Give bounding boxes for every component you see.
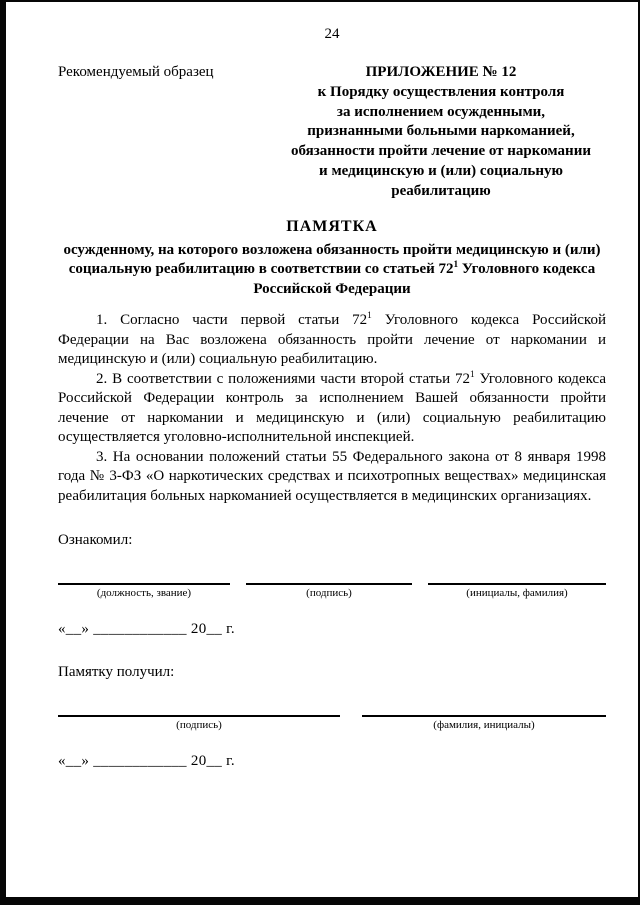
appendix-line: за исполнением осужденными, xyxy=(336,103,546,120)
paragraph-2 xyxy=(58,370,606,448)
memo-subtitle xyxy=(58,241,606,300)
superscript: 1 xyxy=(453,260,459,271)
superscript: 1 xyxy=(470,369,475,380)
memo-title: ПАМЯТКА xyxy=(286,217,378,235)
body-text xyxy=(58,311,606,506)
paragraph-text: 1. Согласно части первой статьи 72 xyxy=(96,312,368,329)
signature-field-position xyxy=(58,583,230,599)
appendix-line: к Порядку осуществления контроля xyxy=(317,83,565,100)
paragraph-text: Уголовного кодекса Российской Федерации контроль за исполнением Вашей обязанности пройти лечение от наркомании и медицинскую и (или) социальную реабилитацию осуществляется уголовно-исполнительной инспекцией. xyxy=(58,370,606,446)
superscript: 1 xyxy=(367,311,372,322)
paragraph-1 xyxy=(58,311,606,370)
paragraph-text: Уголовного кодекса Российской Федерации на Вас возложена обязанность пройти лечение от наркомании и медицинскую и (или) социальную реабилитацию. xyxy=(58,312,606,368)
appendix-line: и медицинскую и (или) социальную xyxy=(319,162,563,179)
signature-caption: (инициалы, фамилия) xyxy=(466,587,568,600)
recommended-sample-label: Рекомендуемый образец xyxy=(58,64,214,80)
signature-row-1 xyxy=(58,583,606,599)
signature-caption: (должность, звание) xyxy=(96,587,192,600)
signature-caption: (подпись) xyxy=(306,587,352,600)
memo-subtitle-text: Уголовного кодекса Российской Федерации xyxy=(253,261,596,297)
appendix-line: обязанности пройти лечение от наркомании xyxy=(291,143,591,160)
date-line-1: «__» ____________ 20__ г. xyxy=(58,621,235,638)
paragraph-text: 2. В соответствии с положениями части второй статьи 72 xyxy=(96,370,471,387)
signature-field-signature xyxy=(246,583,412,599)
signature-field-signature xyxy=(58,715,340,731)
header-row xyxy=(58,63,606,202)
acknowledged-label: Ознакомил: xyxy=(58,532,133,549)
signature-caption: (фамилия, инициалы) xyxy=(433,719,535,732)
appendix-line: признанными больными наркоманией, xyxy=(307,123,575,140)
paragraph-3 xyxy=(58,448,606,507)
appendix-line: реабилитацию xyxy=(391,182,491,199)
page-number: 24 xyxy=(324,26,340,42)
appendix-title: ПРИЛОЖЕНИЕ № 12 xyxy=(365,64,517,80)
appendix-block xyxy=(276,63,606,202)
paragraph-text: 3. На основании положений статьи 55 Федерального закона от 8 января 1998 года № 3-ФЗ «О наркотических средствах и психотропных веществах» медицинская реабилитация больных наркоманией осуществляется в медицинских организациях. xyxy=(58,448,606,504)
memo-subtitle-text: осужденному, на которого возложена обязанность пройти медицинскую и (или) социальную реабилитацию в соответствии со статьей 72 xyxy=(63,241,601,278)
signature-row-2 xyxy=(58,715,606,731)
signature-caption: (подпись) xyxy=(176,719,222,732)
received-label: Памятку получил: xyxy=(58,664,175,681)
signature-field-name xyxy=(428,583,606,599)
signature-field-name xyxy=(362,715,606,731)
date-line-2: «__» ____________ 20__ г. xyxy=(58,753,235,770)
